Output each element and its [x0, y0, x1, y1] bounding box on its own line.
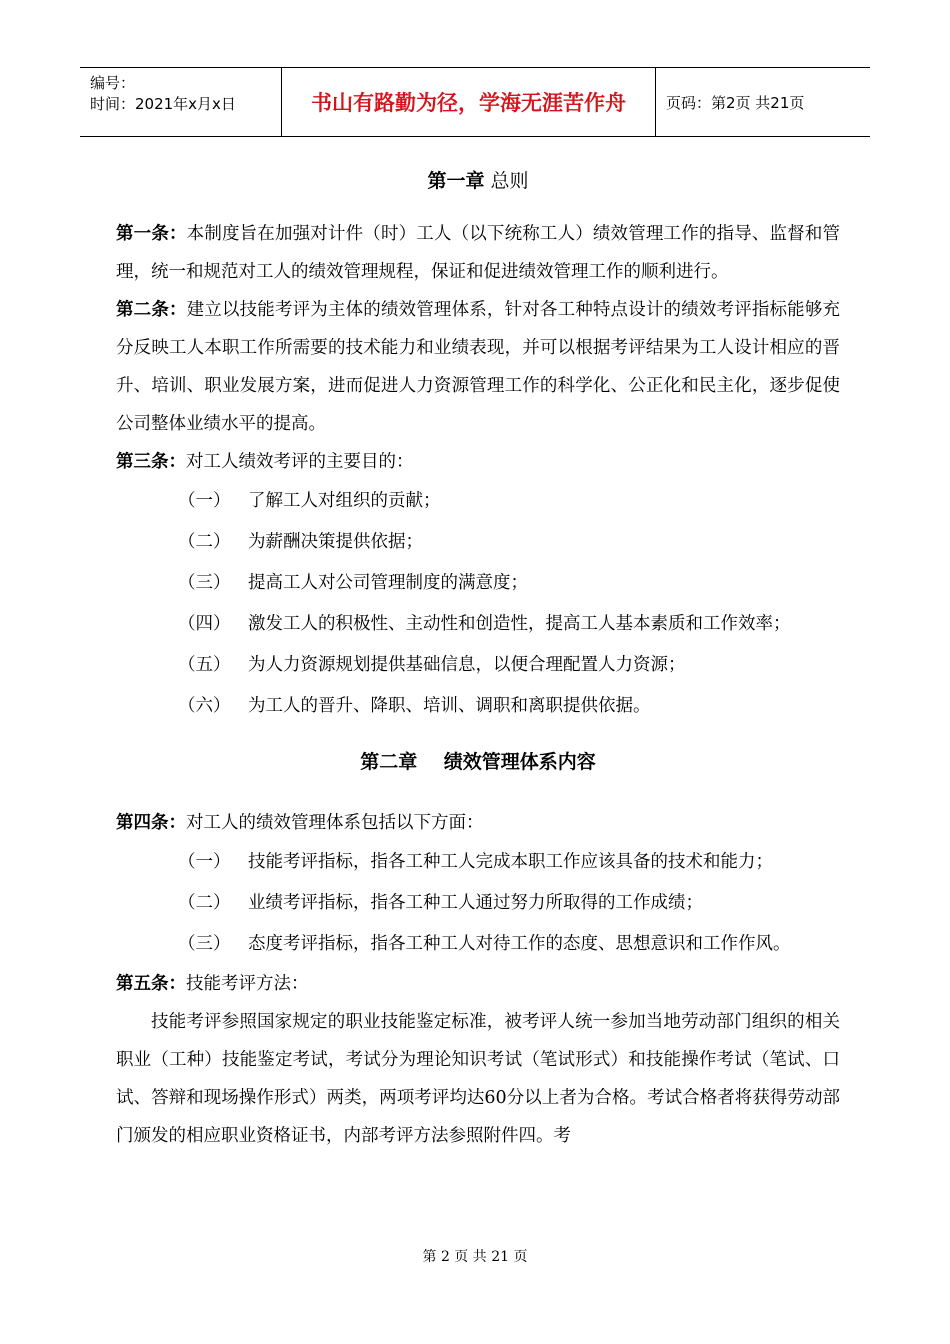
list-item-number: （三） [178, 573, 231, 593]
list-item-number: （六） [178, 696, 231, 716]
list-item-number: （二） [178, 532, 231, 552]
list-item-number: （三） [178, 934, 231, 954]
list-item-text: 技能考评指标，指各工种工人完成本职工作应该具备的技术和能力； [248, 852, 773, 872]
list-item [116, 604, 840, 645]
article-1 [116, 215, 840, 291]
page-footer: 第 2 页 共 21 页 [422, 1249, 528, 1265]
article-4 [116, 804, 840, 842]
article-3-list [116, 481, 840, 727]
chapter-1-title [116, 166, 840, 193]
article-5-body: 技能考评参照国家规定的职业技能鉴定标准，被考评人统一参加当地劳动部门组织的相关职业（工种）技能鉴定考试，考试分为理论知识考试（笔试形式）和技能操作考试（笔试、口试、答辩和现场操作形式）两类，两项考评均达60分以上者为合格。考试合格者将获得劳动部门颁发的相应职业资格证书，内部考评方法参照附件四。考 [116, 1012, 840, 1146]
time-label: 时间：2021年x月x日 [90, 95, 236, 113]
article-5-text: 技能考评方法： [186, 974, 309, 994]
list-item-text: 业绩考评指标，指各工种工人通过努力所取得的工作成绩； [248, 893, 703, 913]
list-item [116, 522, 840, 563]
list-item-number: （二） [178, 893, 231, 913]
article-5 [116, 965, 840, 1003]
list-item [116, 883, 840, 924]
article-1-text: 本制度旨在加强对计件（时）工人（以下统称工人）绩效管理工作的指导、监督和管理，统一和规范对工人的绩效管理规程，保证和促进绩效管理工作的顺利进行。 [116, 224, 841, 282]
list-item [116, 686, 840, 727]
list-item [116, 563, 840, 604]
list-item-text: 了解工人对组织的贡献； [248, 491, 441, 511]
list-item [116, 924, 840, 965]
article-4-text: 对工人的绩效管理体系包括以下方面： [186, 813, 484, 833]
article-4-list [116, 842, 840, 965]
list-item-number: （一） [178, 852, 231, 872]
header-page-info: 页码：第2页 共21页 [666, 93, 805, 112]
list-item-number: （四） [178, 614, 231, 634]
article-2-label: 第二条： [116, 300, 187, 320]
list-item-text: 激发工人的积极性、主动性和创造性，提高工人基本素质和工作效率； [248, 614, 791, 634]
article-1-label: 第一条： [116, 224, 187, 244]
list-item-text: 为工人的晋升、降职、培训、调职和离职提供依据。 [248, 696, 651, 716]
number-label: 编号： [90, 74, 136, 92]
article-3 [116, 443, 840, 481]
article-3-text: 对工人绩效考评的主要目的： [186, 452, 414, 472]
article-4-label: 第四条： [116, 813, 186, 833]
list-item [116, 481, 840, 522]
chapter-1-name: 总则 [484, 170, 529, 192]
chapter-1-number: 第一章 [427, 170, 485, 192]
document-body [116, 160, 840, 1155]
list-item-number: （五） [178, 655, 231, 675]
header-motto: 书山有路勤为径，学海无涯苦作舟 [282, 68, 656, 136]
article-2-text: 建立以技能考评为主体的绩效管理体系，针对各工种特点设计的绩效考评指标能够充分反映工人本职工作所需要的技术能力和业绩表现，并可以根据考评结果为工人设计相应的晋升、培训、职业发展方案，进而促进人力资源管理工作的科学化、公正化和民主化，逐步促使公司整体业绩水平的提高。 [116, 300, 841, 434]
header-table [80, 67, 870, 137]
article-3-label: 第三条： [116, 452, 186, 472]
article-5-label: 第五条： [116, 974, 186, 994]
list-item-text: 为薪酬决策提供依据； [248, 532, 423, 552]
header-meta [80, 68, 282, 136]
list-item-text: 提高工人对公司管理制度的满意度； [248, 573, 528, 593]
list-item-text: 态度考评指标，指各工种工人对待工作的态度、思想意识和工作作风。 [248, 934, 791, 954]
list-item [116, 842, 840, 883]
chapter-2-title: 第二章 绩效管理体系内容 [360, 751, 596, 773]
list-item-text: 为人力资源规划提供基础信息，以便合理配置人力资源； [248, 655, 686, 675]
article-2 [116, 291, 840, 443]
list-item [116, 645, 840, 686]
list-item-number: （一） [178, 491, 231, 511]
